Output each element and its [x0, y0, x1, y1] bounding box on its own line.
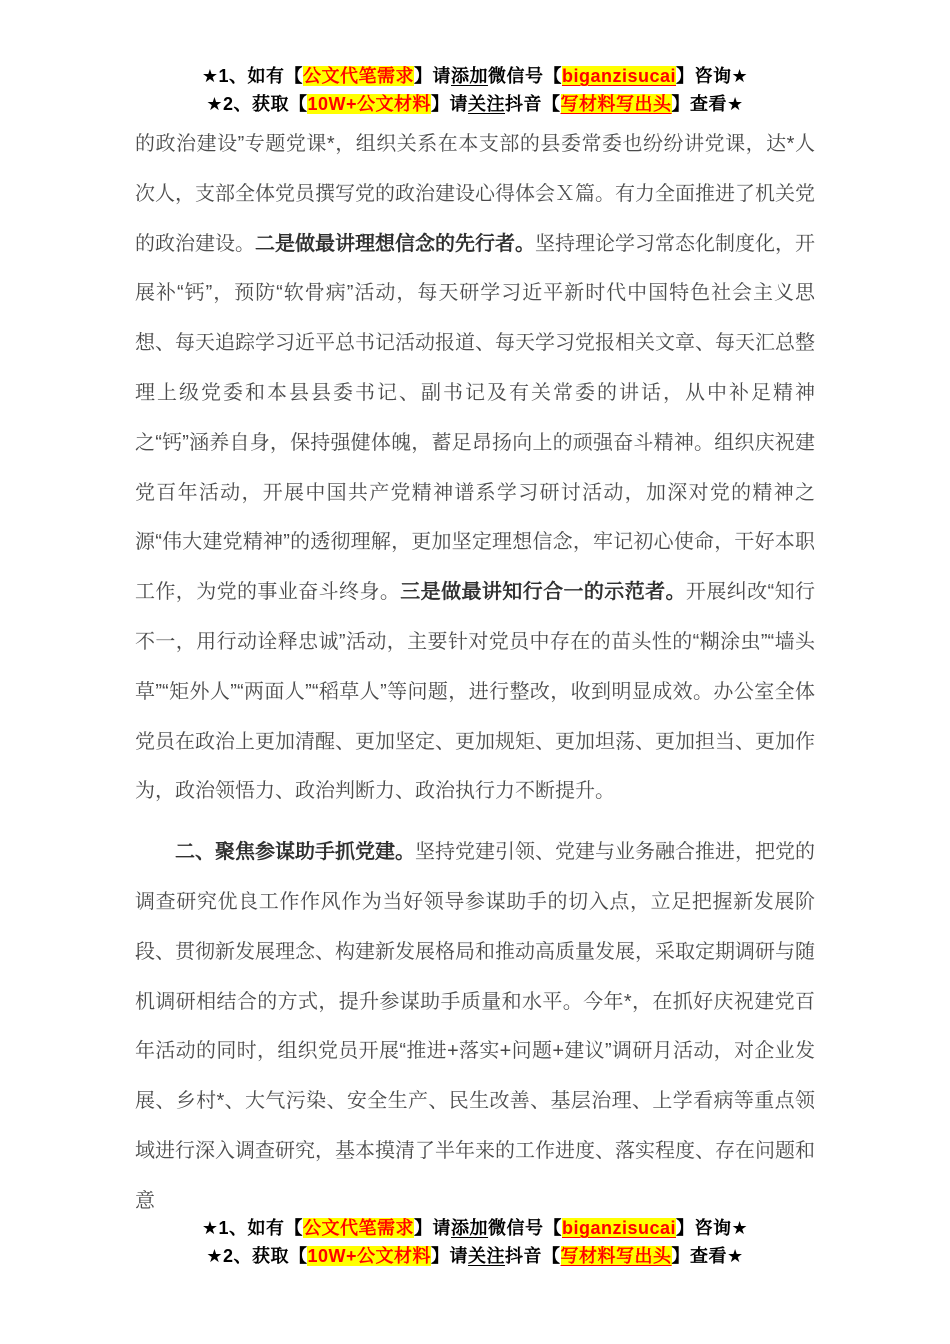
- paragraph-text-run: 开展纠改“知行不一，用行动诠释忠诚”活动，主要针对党员中存在的苗头性的“糊涂虫”“墙头草”“矩外人”“两面人”“稻草人”等问题，进行整改，收到明显成效。办公室全体党员在政治上更加清醒、更加坚定、更加规矩、更加坦荡、更加担当、更加作为，政治领悟力、政治判断力、政治执行力不断提升。: [135, 581, 816, 803]
- header-line-2: [0, 90, 950, 118]
- banner1-mid-1: 】请: [413, 66, 451, 86]
- banner2-mid-2: 抖音【: [505, 94, 561, 114]
- banner1-prefix: ★1、如有【: [201, 1218, 303, 1238]
- body-paragraph: [135, 120, 815, 817]
- paragraph-text-run: 坚持党建引领、党建与业务融合推进，把党的调查研究优良工作作风作为当好领导参谋助手的切入点，立足把握新发展阶段、贯彻新发展理念、构建新发展格局和推动高质量发展，采取定期调研与随机调研相结合的方式，提升参谋助手质量和水平。今年*，在抓好庆祝建党百年活动的同时，组织党员开展“推进+落实+问题+建议”调研月活动，对企业发展、乡村*、大气污染、安全生产、民生改善、基层治理、上学看病等重点领域进行深入调查研究，基本摸清了半年来的工作进度、落实程度、存在问题和意: [135, 841, 815, 1212]
- footer-line-1: [0, 1214, 950, 1242]
- body-paragraph: [135, 828, 815, 1226]
- header-banner: [0, 62, 950, 118]
- paragraph-text-run: 的政治建设”专题党课*，组织关系在本支部的县委常委也纷纷讲党课，达*人次人，支部全体党员撰写党的政治建设心得体会Ｘ篇。有力全面推进了机关党的政治建设。: [135, 133, 815, 255]
- banner2-douyin-name: 写材料写出头: [560, 94, 672, 114]
- banner2-douyin-name: 写材料写出头: [560, 1246, 672, 1266]
- banner1-wechat-id: biganzisucai: [561, 66, 677, 86]
- banner2-mid-1: 】请: [431, 1246, 469, 1266]
- banner2-suffix: 】查看★: [671, 1246, 744, 1266]
- banner2-prefix: ★2、获取【: [206, 1246, 308, 1266]
- footer-banner: [0, 1214, 950, 1270]
- banner2-action-follow: 关注: [468, 1246, 506, 1266]
- banner2-mid-1: 】请: [431, 94, 469, 114]
- banner1-prefix: ★1、如有【: [201, 66, 303, 86]
- paragraph-text-run: 坚持理论学习常态化制度化，开展补“钙”，预防“软骨病”活动，每天研学习近平新时代中国特色社会主义思想、每天追踪学习近平总书记活动报道、每天学习党报相关文章、每天汇总整理上级党委和本县县委书记、副书记及有关常委的讲话，从中补足精神之“钙”涵养自身，保持强健体魄，蓄足昂扬向上的顽强奋斗精神。组织庆祝建党百年活动，开展中国共产党精神谱系学习研讨活动，加深对党的精神之源“伟大建党精神”的透彻理解，更加坚定理想信念，牢记初心使命，干好本职工作，为党的事业奋斗终身。: [135, 232, 815, 604]
- header-line-1: [0, 62, 950, 90]
- bold-lead-phrase: 三是做最讲知行合一的示范者。: [400, 581, 686, 604]
- banner1-wechat-id: biganzisucai: [561, 1218, 677, 1238]
- banner2-mid-2: 抖音【: [505, 1246, 561, 1266]
- banner2-material-tag: 10W+公文材料: [307, 1246, 432, 1266]
- bold-lead-phrase: 二是做最讲理想信念的先行者。: [255, 232, 535, 255]
- banner1-mid-2: 微信号【: [487, 1218, 562, 1238]
- banner2-suffix: 】查看★: [671, 94, 744, 114]
- banner2-material-tag: 10W+公文材料: [307, 94, 432, 114]
- bold-lead-phrase: 二、聚焦参谋助手抓党建。: [175, 841, 415, 864]
- banner1-action-add: 添加: [450, 66, 488, 86]
- banner1-service-tag: 公文代笔需求: [302, 1218, 414, 1238]
- banner1-service-tag: 公文代笔需求: [302, 66, 414, 86]
- banner1-mid-1: 】请: [413, 1218, 451, 1238]
- banner2-action-follow: 关注: [468, 94, 506, 114]
- banner1-suffix: 】咨询★: [676, 1218, 749, 1238]
- document-body-text: [135, 120, 815, 1227]
- banner2-prefix: ★2、获取【: [206, 94, 308, 114]
- footer-line-2: [0, 1242, 950, 1270]
- banner1-suffix: 】咨询★: [676, 66, 749, 86]
- banner1-mid-2: 微信号【: [487, 66, 562, 86]
- banner1-action-add: 添加: [450, 1218, 488, 1238]
